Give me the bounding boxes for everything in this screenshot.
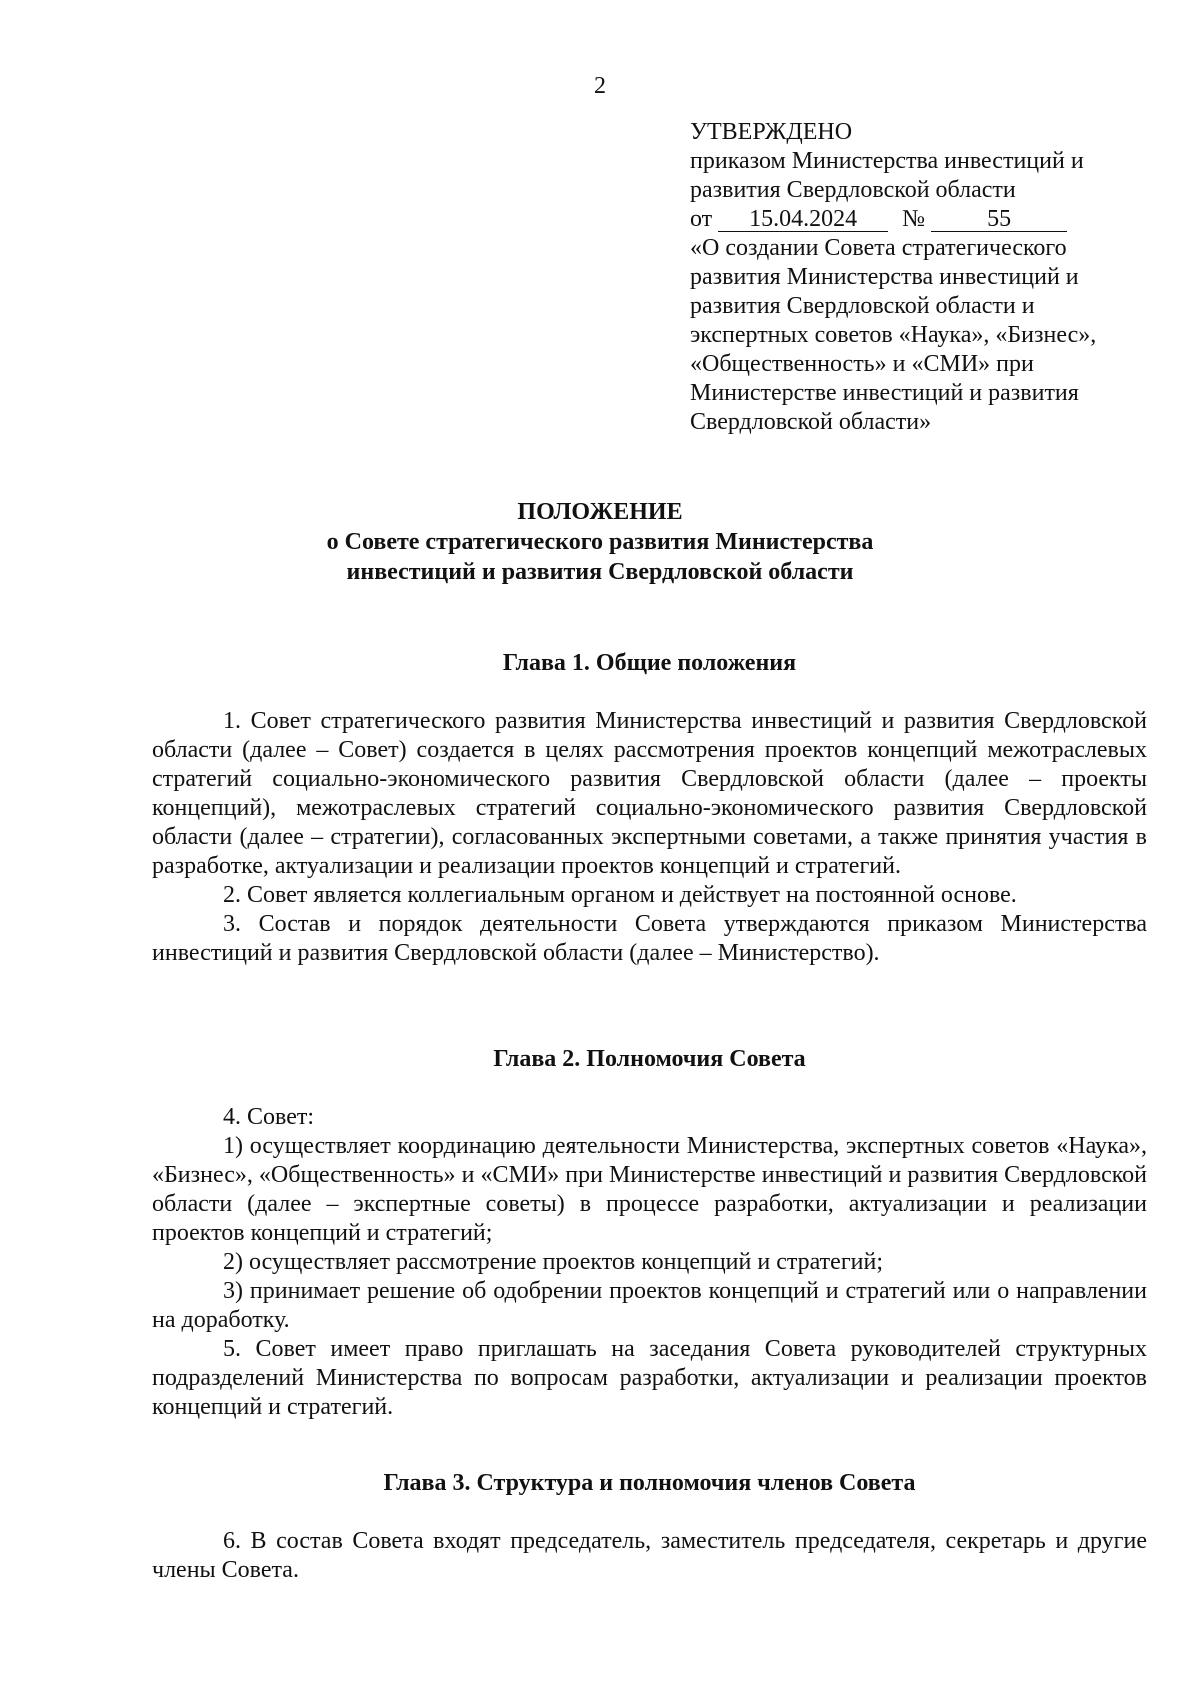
date-prefix: от [690, 206, 713, 232]
number-sign: № [902, 206, 926, 232]
approval-line: развития Свердловской области [690, 177, 1016, 203]
order-title-line: Свердловской области» [690, 409, 932, 435]
paragraph: 4. Совет: [223, 1104, 315, 1130]
paragraph: 1) осуществляет координацию деятельности Министерства, экспертных советов «Наука», «Бизнес», «Общественность» и «СМИ» при Министерстве инвестиций и развития Свердловской области (далее – экспертные советы) в процессе разработки, актуализации и реализации проектов концепций и стратегий; [152, 1133, 1147, 1246]
approval-block [690, 118, 1160, 437]
paragraph: 6. В состав Совета входят председатель, заместитель председателя, секретарь и другие члены Совета. [152, 1528, 1147, 1583]
order-title-line: экспертных советов «Наука», «Бизнес», [690, 322, 1097, 348]
approval-line: приказом Министерства инвестиций и [690, 148, 1084, 174]
paragraph: 2) осуществляет рассмотрение проектов концепций и стратегий; [223, 1249, 884, 1275]
paragraph: 3) принимает решение об одобрении проектов концепций и стратегий или о направлении на доработку. [152, 1278, 1147, 1333]
document-title: ПОЛОЖЕНИЕ [517, 499, 683, 525]
order-date: 15.04.2024 [718, 207, 888, 232]
order-number: 55 [931, 207, 1067, 232]
paragraph: 5. Совет имеет право приглашать на заседания Совета руководителей структурных подразделений Министерства по вопросам разработки, актуализации и реализации проектов концепций и стратегий. [152, 1336, 1147, 1420]
chapter-3-heading-wrap [152, 1468, 1147, 1498]
order-title-line: развития Министерства инвестиций и [690, 264, 1079, 290]
chapter-1-body [152, 707, 1147, 968]
document-subtitle: инвестиций и развития Свердловской области [346, 559, 854, 585]
paragraph: 1. Совет стратегического развития Министерства инвестиций и развития Свердловской области (далее – Совет) создается в целях рассмотрения проектов концепций межотраслевых стратегий социально-экономического развития Свердловской области (далее – проекты концепций), межотраслевых стратегий социально-экономического развития Свердловской области (далее – стратегии), согласованных экспертными советами, а также принятия участия в разработке, актуализации и реализации проектов концепций и стратегий. [152, 708, 1147, 879]
order-title-line: «Общественность» и «СМИ» при [690, 351, 1034, 377]
document-title-block [0, 497, 1200, 587]
chapter-2-heading-wrap [152, 1044, 1147, 1074]
paragraph: 3. Состав и порядок деятельности Совета утверждаются приказом Министерства инвестиций и развития Свердловской области (далее – Министерство). [152, 911, 1147, 966]
chapter-heading: Глава 2. Полномочия Совета [493, 1046, 806, 1072]
chapter-1-heading-wrap [152, 648, 1147, 678]
order-title-line: «О создании Совета стратегического [690, 235, 1067, 261]
order-title-line: развития Свердловской области и [690, 293, 1035, 319]
chapter-3-body [152, 1527, 1147, 1585]
chapter-heading: Глава 1. Общие положения [502, 650, 797, 676]
page-number: 2 [594, 73, 606, 99]
approval-date-line [690, 205, 1160, 234]
chapter-2-body [152, 1103, 1147, 1422]
order-title-line: Министерстве инвестиций и развития [690, 380, 1079, 406]
paragraph: 2. Совет является коллегиальным органом и действует на постоянной основе. [223, 882, 1017, 908]
chapter-heading: Глава 3. Структура и полномочия членов Совета [383, 1470, 916, 1496]
approval-heading: УТВЕРЖДЕНО [690, 119, 853, 145]
document-subtitle: о Совете стратегического развития Министерства [326, 529, 874, 555]
